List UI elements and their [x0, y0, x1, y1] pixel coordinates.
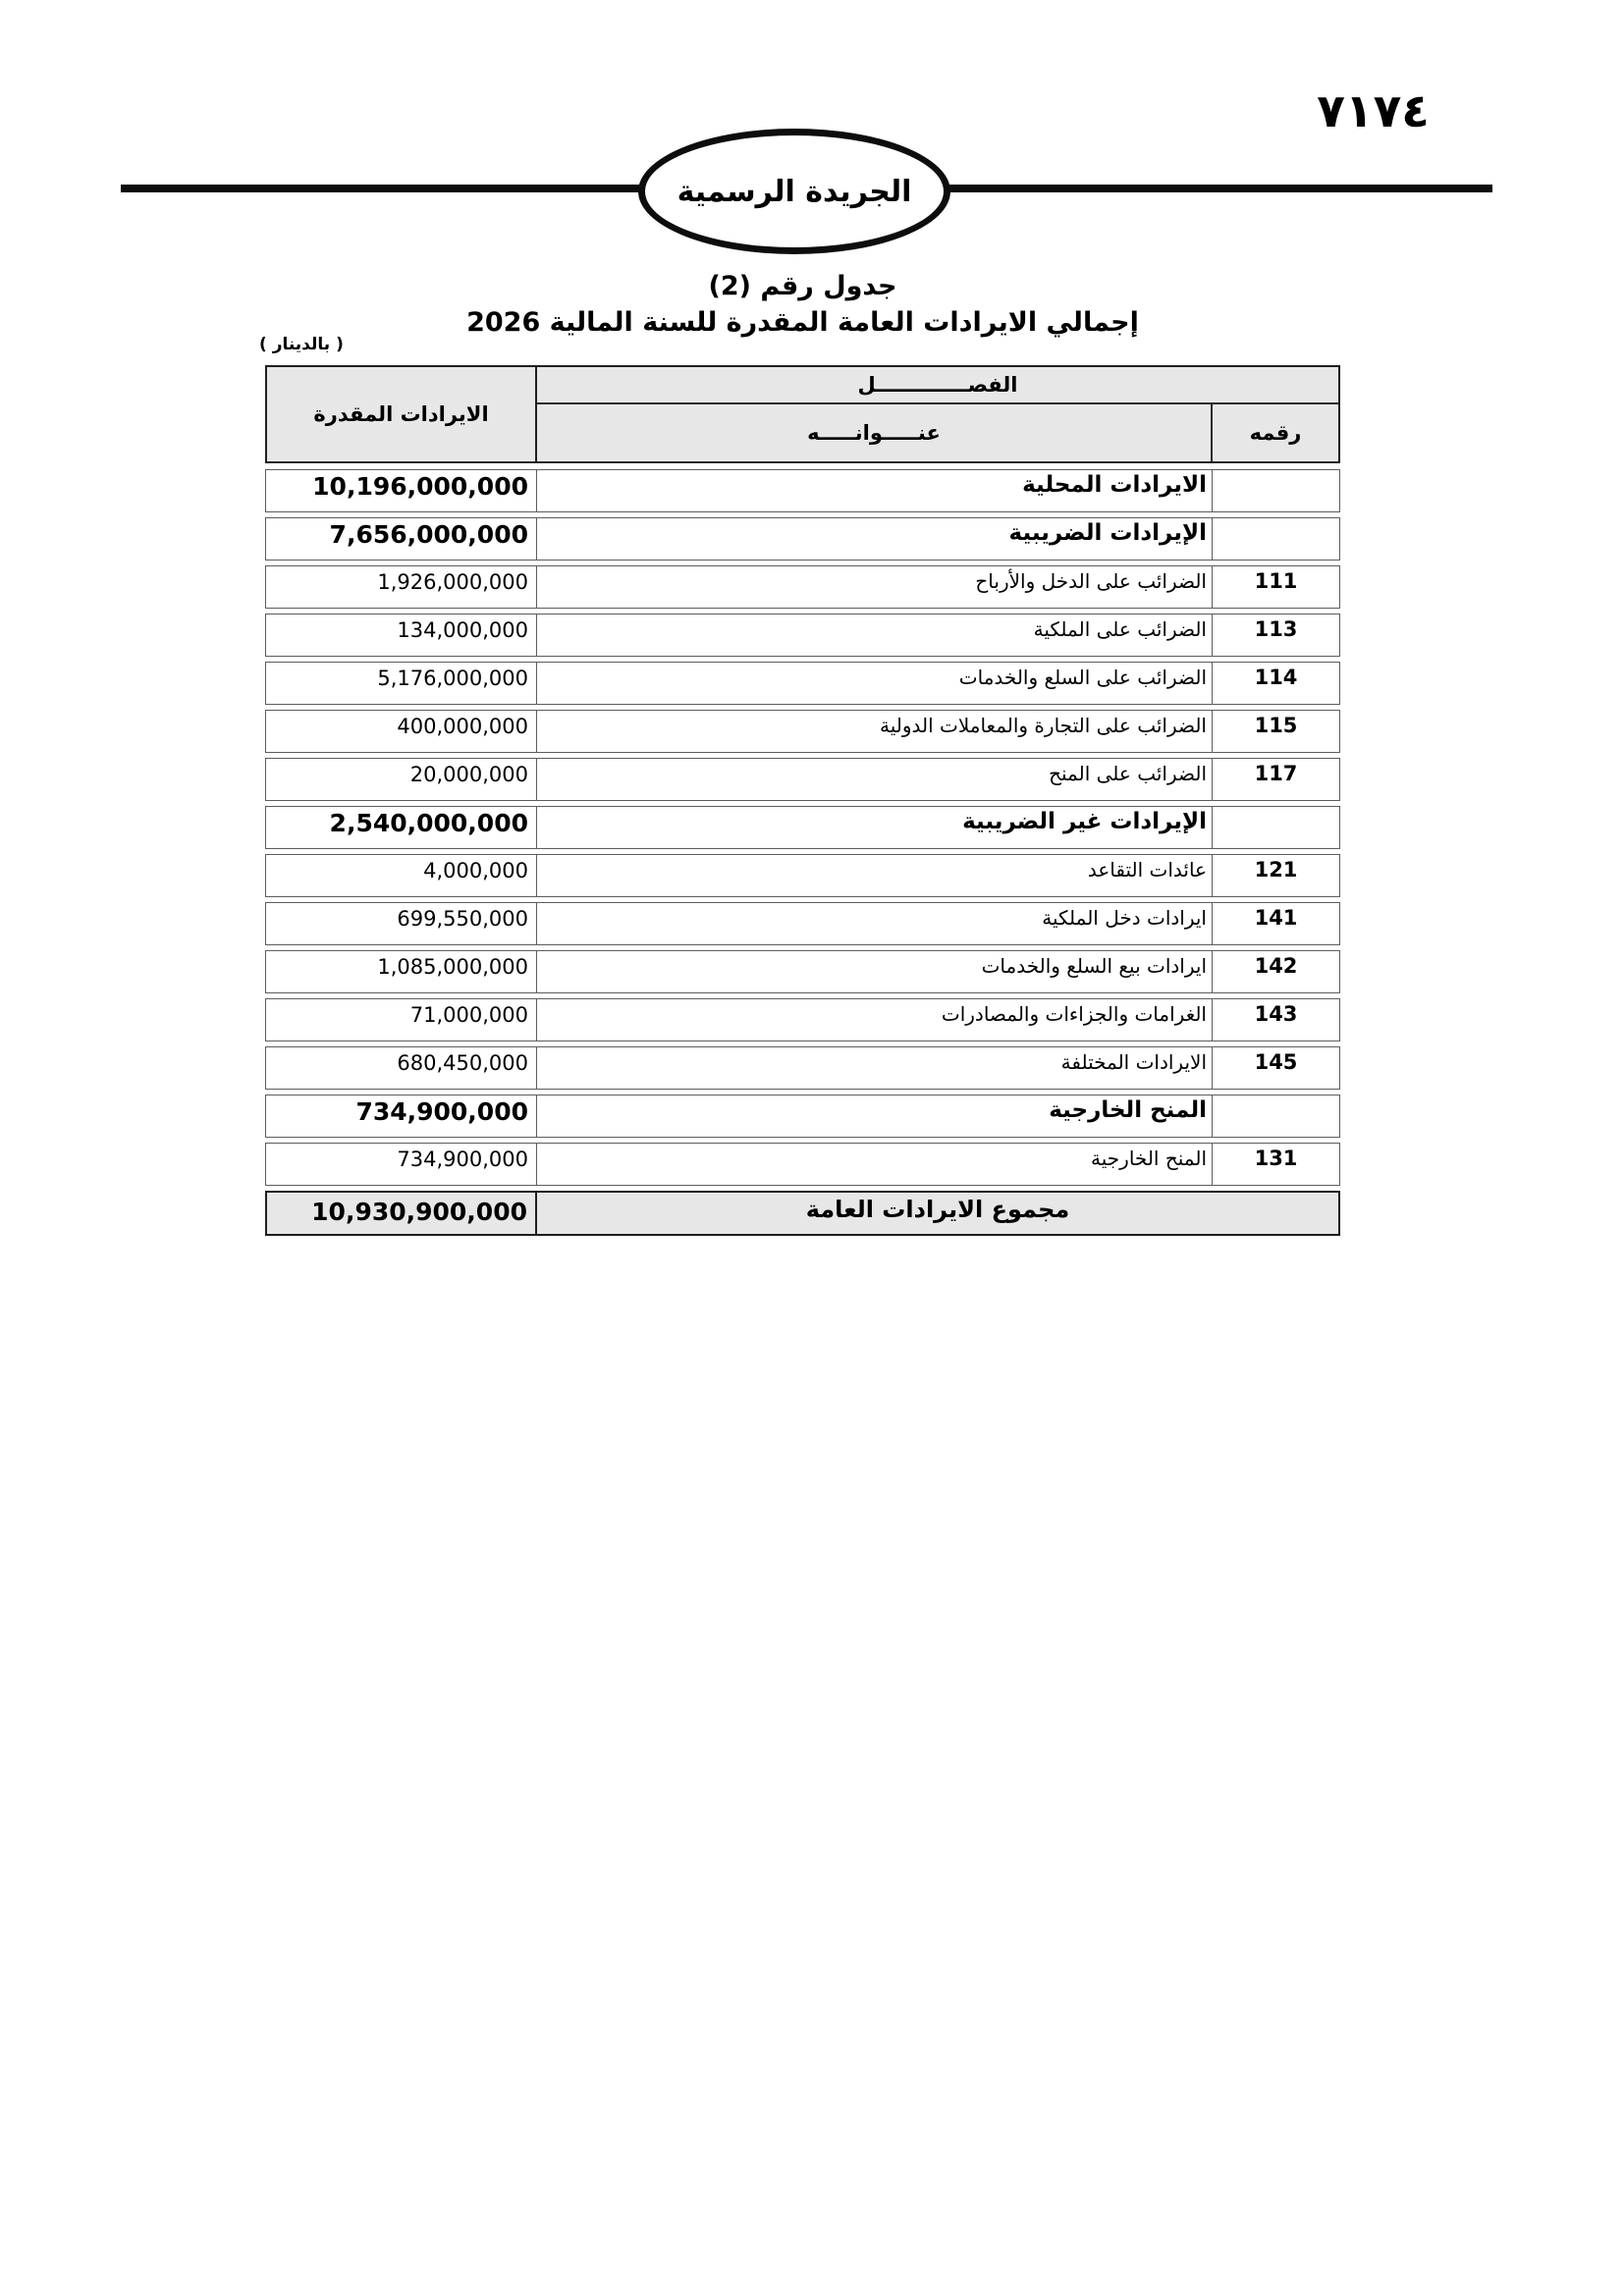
- row-chapter-title: عائدات التقاعد: [536, 855, 1212, 896]
- row-chapter-title: الضرائب على التجارة والمعاملات الدولية: [536, 711, 1212, 752]
- row-chapter-number: [1212, 1095, 1339, 1137]
- row-chapter-title: الضرائب على الدخل والأرباح: [536, 566, 1212, 608]
- row-chapter-title: ايرادات بيع السلع والخدمات: [536, 951, 1212, 992]
- row-chapter-title: الضرائب على المنح: [536, 759, 1212, 800]
- total-amount: 10,930,900,000: [311, 1198, 527, 1226]
- row-chapter-number: 141: [1212, 903, 1339, 944]
- page-number: ٧١٧٤: [1317, 84, 1430, 138]
- row-estimated-amount: 1,085,000,000: [377, 955, 528, 979]
- row-estimated-amount: 7,656,000,000: [329, 520, 528, 549]
- table-row: [265, 710, 1340, 753]
- row-estimated-amount: 4,000,000: [423, 859, 528, 882]
- row-chapter-number: 143: [1212, 999, 1339, 1041]
- table-header: [265, 365, 1340, 463]
- row-chapter-title: المنح الخارجية: [536, 1095, 1212, 1137]
- header-chapter: الفصـــــــــــــل: [537, 367, 1338, 404]
- table-row: [265, 565, 1340, 609]
- row-chapter-number: 114: [1212, 663, 1339, 704]
- table-body: [265, 469, 1340, 1236]
- table-row-section: [265, 1095, 1340, 1138]
- row-chapter-number: 121: [1212, 855, 1339, 896]
- row-estimated-amount: 5,176,000,000: [377, 667, 528, 690]
- row-chapter-number: [1212, 470, 1339, 511]
- table-row: [265, 1143, 1340, 1186]
- header-number-col: رقمه: [1211, 404, 1338, 461]
- header-title-col: عنـــــوانـــــه: [807, 421, 941, 445]
- row-chapter-number: [1212, 807, 1339, 848]
- row-chapter-number: 131: [1212, 1144, 1339, 1185]
- table-row: [265, 662, 1340, 705]
- row-chapter-number: 113: [1212, 614, 1339, 656]
- row-chapter-number: 145: [1212, 1047, 1339, 1089]
- row-estimated-amount: 400,000,000: [397, 715, 528, 738]
- row-chapter-title: الايرادات المحلية: [536, 470, 1212, 511]
- row-estimated-amount: 134,000,000: [397, 618, 528, 642]
- row-chapter-number: [1212, 518, 1339, 560]
- table-row-section: [265, 469, 1340, 512]
- table-row: [265, 758, 1340, 801]
- row-chapter-title: الغرامات والجزاءات والمصادرات: [536, 999, 1212, 1041]
- row-chapter-title: ايرادات دخل الملكية: [536, 903, 1212, 944]
- row-estimated-amount: 71,000,000: [409, 1003, 528, 1027]
- table-row: [265, 998, 1340, 1041]
- revenues-table: [265, 365, 1340, 1241]
- row-estimated-amount: 10,196,000,000: [312, 472, 528, 501]
- row-chapter-number: 115: [1212, 711, 1339, 752]
- row-chapter-number: 142: [1212, 951, 1339, 992]
- table-row: [265, 950, 1340, 993]
- row-chapter-title: المنح الخارجية: [536, 1144, 1212, 1185]
- row-chapter-title: الإيرادات الضريبية: [536, 518, 1212, 560]
- chapter-subheader-row: [537, 404, 1338, 461]
- table-row: [265, 1046, 1340, 1090]
- chapter-header-group: [535, 367, 1338, 461]
- row-chapter-title: الضرائب على الملكية: [536, 614, 1212, 656]
- row-chapter-title: الايرادات المختلفة: [536, 1047, 1212, 1089]
- row-chapter-title: الإيرادات غير الضريبية: [536, 807, 1212, 848]
- row-chapter-number: 111: [1212, 566, 1339, 608]
- table-row-total: [265, 1191, 1340, 1236]
- row-estimated-amount: 734,900,000: [397, 1148, 528, 1171]
- table-row-section: [265, 806, 1340, 849]
- row-estimated-amount: 734,900,000: [355, 1097, 528, 1126]
- row-chapter-title: الضرائب على السلع والخدمات: [536, 663, 1212, 704]
- table-title-heading: إجمالي الايرادات العامة المقدرة للسنة المالية 2026: [466, 307, 1139, 338]
- total-label: مجموع الايرادات العامة: [535, 1193, 1338, 1234]
- table-row: [265, 614, 1340, 657]
- table-number-heading: جدول رقم (2): [708, 271, 897, 301]
- row-estimated-amount: 1,926,000,000: [377, 570, 528, 594]
- header-amount-col: الايرادات المقدرة: [313, 402, 489, 426]
- currency-note: ( بالدينار ): [259, 335, 344, 354]
- table-row: [265, 854, 1340, 897]
- table-row: [265, 902, 1340, 945]
- row-estimated-amount: 680,450,000: [397, 1051, 528, 1075]
- row-chapter-number: 117: [1212, 759, 1339, 800]
- table-row-section: [265, 517, 1340, 561]
- row-estimated-amount: 2,540,000,000: [329, 809, 528, 837]
- row-estimated-amount: 20,000,000: [409, 763, 528, 786]
- row-estimated-amount: 699,550,000: [397, 907, 528, 931]
- gazette-banner-oval: [638, 129, 950, 254]
- gazette-banner-title: الجريدة الرسمية: [677, 174, 912, 209]
